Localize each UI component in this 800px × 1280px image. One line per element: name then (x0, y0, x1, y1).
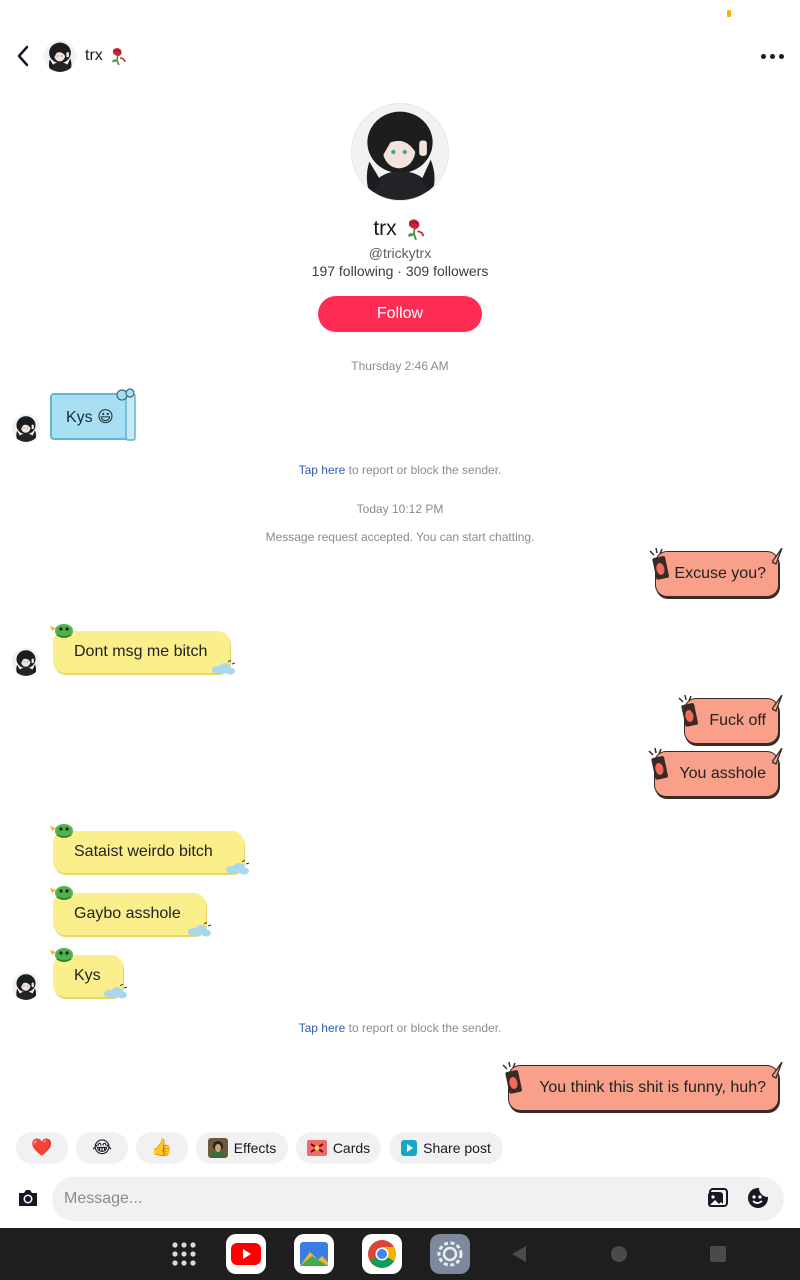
sender-avatar[interactable] (12, 414, 40, 442)
tap-here-link[interactable]: Tap here (298, 1021, 346, 1035)
thumbs-up-reaction-button[interactable] (136, 1132, 188, 1164)
frog-duck-icon (48, 818, 76, 840)
profile-stats: 197 following · 309 followers (311, 263, 489, 279)
nav-recents-icon[interactable] (710, 1246, 726, 1262)
camera-icon[interactable] (16, 1186, 40, 1210)
back-button[interactable] (10, 42, 36, 70)
message-text: Dont msg me bitch (74, 643, 208, 660)
shouting-phone-icon (501, 1061, 527, 1101)
message-text: Sataist weirdo bitch (74, 843, 213, 860)
cloud-icon (186, 922, 212, 938)
bubble-tail-icon (772, 1062, 786, 1080)
chrome-icon (367, 1239, 397, 1269)
cloud-icon (210, 660, 236, 676)
thumbs-up-icon: 👍 (151, 1138, 173, 1157)
frog-duck-icon (48, 880, 76, 902)
message-text: You think this shit is funny, huh? (539, 1079, 766, 1096)
system-navigation-bar (0, 1228, 800, 1280)
timestamp: Today 10:12 PM (356, 502, 444, 516)
status-indicator (727, 10, 731, 17)
follow-button[interactable]: Follow (318, 296, 482, 332)
report-notice: Tap here to report or block the sender. (298, 463, 502, 477)
gear-icon (435, 1239, 465, 1269)
more-options-button[interactable] (756, 42, 788, 70)
image-gallery-icon[interactable] (706, 1186, 730, 1210)
laugh-reaction-button[interactable] (76, 1132, 128, 1164)
header-avatar[interactable] (44, 40, 76, 72)
rose-emoji-icon (108, 46, 128, 66)
report-notice: Tap here to report or block the sender. (298, 1021, 502, 1035)
gallery-icon (300, 1242, 328, 1266)
cards-label: Cards (332, 1140, 371, 1156)
message-input[interactable] (52, 1177, 784, 1221)
message-text: Kys 😃 (66, 408, 114, 426)
profile-avatar[interactable] (352, 104, 448, 200)
request-accepted-notice: Message request accepted. You can start chatting. (265, 530, 535, 544)
profile-handle: @trickytrx (368, 245, 432, 261)
message-bubble-received[interactable] (53, 831, 244, 873)
bubble-tail-icon (772, 695, 786, 713)
nav-back-icon[interactable] (510, 1245, 528, 1263)
dot-icon (761, 54, 766, 59)
laughing-face-icon: 😂 (92, 1138, 112, 1157)
chrome-app-icon[interactable] (362, 1234, 402, 1274)
dot-icon (779, 54, 784, 59)
heart-reaction-button[interactable] (16, 1132, 68, 1164)
share-post-button[interactable] (389, 1132, 503, 1164)
nav-home-icon[interactable] (610, 1245, 628, 1263)
chevron-left-icon (16, 45, 30, 67)
effects-icon (208, 1138, 228, 1158)
sticker-icon[interactable] (746, 1186, 770, 1210)
message-bubble-received[interactable] (53, 631, 230, 673)
tap-here-link[interactable]: Tap here (298, 463, 346, 477)
heart-icon: ❤️ (31, 1138, 53, 1157)
app-drawer-icon[interactable] (170, 1240, 198, 1268)
youtube-icon (231, 1243, 261, 1265)
play-square-icon (401, 1140, 417, 1156)
settings-app-icon[interactable] (430, 1234, 470, 1274)
message-text: Kys (74, 967, 101, 984)
shouting-phone-icon (648, 547, 674, 587)
header-username[interactable]: trx (85, 47, 103, 64)
frog-duck-icon (48, 942, 76, 964)
chat-header (0, 30, 800, 86)
shouting-phone-icon (647, 747, 673, 787)
rose-emoji-icon (403, 217, 427, 241)
effects-button[interactable] (196, 1132, 288, 1164)
dot-icon (770, 54, 775, 59)
cards-icon (307, 1140, 327, 1156)
profile-name-row (0, 217, 800, 241)
bubble-tail-icon (772, 548, 786, 566)
scroll-deco-icon (112, 388, 140, 442)
youtube-app-icon[interactable] (226, 1234, 266, 1274)
message-text: Fuck off (709, 712, 766, 729)
message-bubble-sent[interactable] (508, 1065, 779, 1111)
bubble-tail-icon (772, 748, 786, 766)
shouting-phone-icon (677, 694, 703, 734)
effects-label: Effects (233, 1140, 277, 1156)
sender-avatar[interactable] (12, 972, 40, 1000)
cloud-icon (102, 984, 128, 1000)
sender-avatar[interactable] (12, 648, 40, 676)
share-post-label: Share post (423, 1140, 491, 1156)
frog-duck-icon (48, 618, 76, 640)
message-text: You asshole (679, 765, 766, 782)
message-text: Excuse you? (674, 565, 766, 582)
cards-button[interactable] (296, 1132, 381, 1164)
gallery-app-icon[interactable] (294, 1234, 334, 1274)
message-text: Gaybo asshole (74, 905, 181, 922)
cloud-icon (224, 860, 250, 876)
timestamp: Thursday 2:46 AM (351, 359, 449, 373)
profile-name: trx (373, 217, 397, 240)
